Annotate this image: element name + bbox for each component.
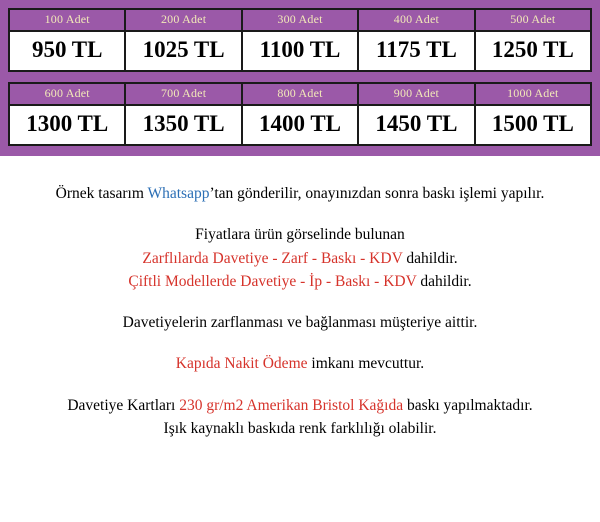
price-cell: [10, 84, 126, 144]
info-text: dahildir.: [416, 272, 472, 290]
cash-on-delivery-highlight: Kapıda Nakit Ödeme: [175, 355, 308, 373]
price-cell: [126, 10, 242, 70]
whatsapp-mention: Whatsapp: [147, 185, 210, 202]
info-text: ’tan gönderilir, onayınızdan sonra baskı işlemi yapılır.: [209, 185, 545, 202]
info-line-included-intro: Fiyatlara ürün görselinde bulunan: [195, 226, 405, 244]
price-value: 1400 TL: [259, 111, 342, 136]
price-value: 1100 TL: [259, 37, 341, 62]
quantity-label: 700 Adet: [126, 84, 240, 106]
spacer: [10, 376, 590, 394]
price-value: 1350 TL: [142, 111, 225, 136]
quantity-label: 400 Adet: [359, 10, 473, 32]
quantity-label: 300 Adet: [243, 10, 357, 32]
info-text: baskı yapılmaktadır.: [403, 396, 533, 414]
info-line-whatsapp: [10, 182, 590, 205]
price-value: 1250 TL: [491, 37, 574, 62]
double-model-highlight: Çiftli Modellerde Davetiye - İp - Baskı - KDV: [128, 272, 417, 290]
price-value: 1175 TL: [376, 37, 457, 62]
info-line-payment: [10, 352, 590, 375]
spacer: [10, 205, 590, 223]
quantity-label: 100 Adet: [10, 10, 124, 32]
quantity-label: 500 Adet: [476, 10, 590, 32]
envelope-included-highlight: Zarflılarda Davetiye - Zarf - Baskı - KDV: [142, 249, 403, 267]
info-text: imkanı mevcuttur.: [307, 355, 425, 373]
info-text: dahildir.: [402, 249, 458, 267]
spacer: [10, 293, 590, 311]
price-cell: [359, 10, 475, 70]
price-value: 1300 TL: [26, 111, 109, 136]
price-cell: [243, 84, 359, 144]
paper-type-highlight: 230 gr/m2 Amerikan Bristol Kağıda: [179, 396, 404, 414]
price-cell: [126, 84, 242, 144]
price-value: 950 TL: [31, 37, 103, 62]
pricing-row: [8, 8, 592, 72]
info-line-paper: [10, 394, 590, 417]
quantity-label: 1000 Adet: [476, 84, 590, 106]
info-line-color-disclaimer: Işık kaynaklı baskıda renk farklılığı olabilir.: [163, 419, 437, 437]
quantity-label: 800 Adet: [243, 84, 357, 106]
info-section: [0, 156, 600, 440]
info-text: Davetiye Kartları: [67, 396, 180, 414]
price-cell: [476, 84, 590, 144]
pricing-panel: [0, 0, 600, 156]
quantity-label: 200 Adet: [126, 10, 240, 32]
price-value: 1025 TL: [142, 37, 225, 62]
spacer: [10, 334, 590, 352]
info-line-customer-responsibility: Davetiyelerin zarflanması ve bağlanması müşteriye aittir.: [122, 314, 478, 331]
pricing-row: [8, 82, 592, 146]
info-text: Örnek tasarım: [55, 185, 148, 202]
info-line-double-model-included: [10, 270, 590, 293]
price-cell: [359, 84, 475, 144]
price-value: 1500 TL: [491, 111, 574, 136]
price-value: 1450 TL: [375, 111, 458, 136]
price-cell: [476, 10, 590, 70]
info-line-envelope-included: [10, 247, 590, 270]
price-cell: [243, 10, 359, 70]
quantity-label: 900 Adet: [359, 84, 473, 106]
quantity-label: 600 Adet: [10, 84, 124, 106]
price-cell: [10, 10, 126, 70]
